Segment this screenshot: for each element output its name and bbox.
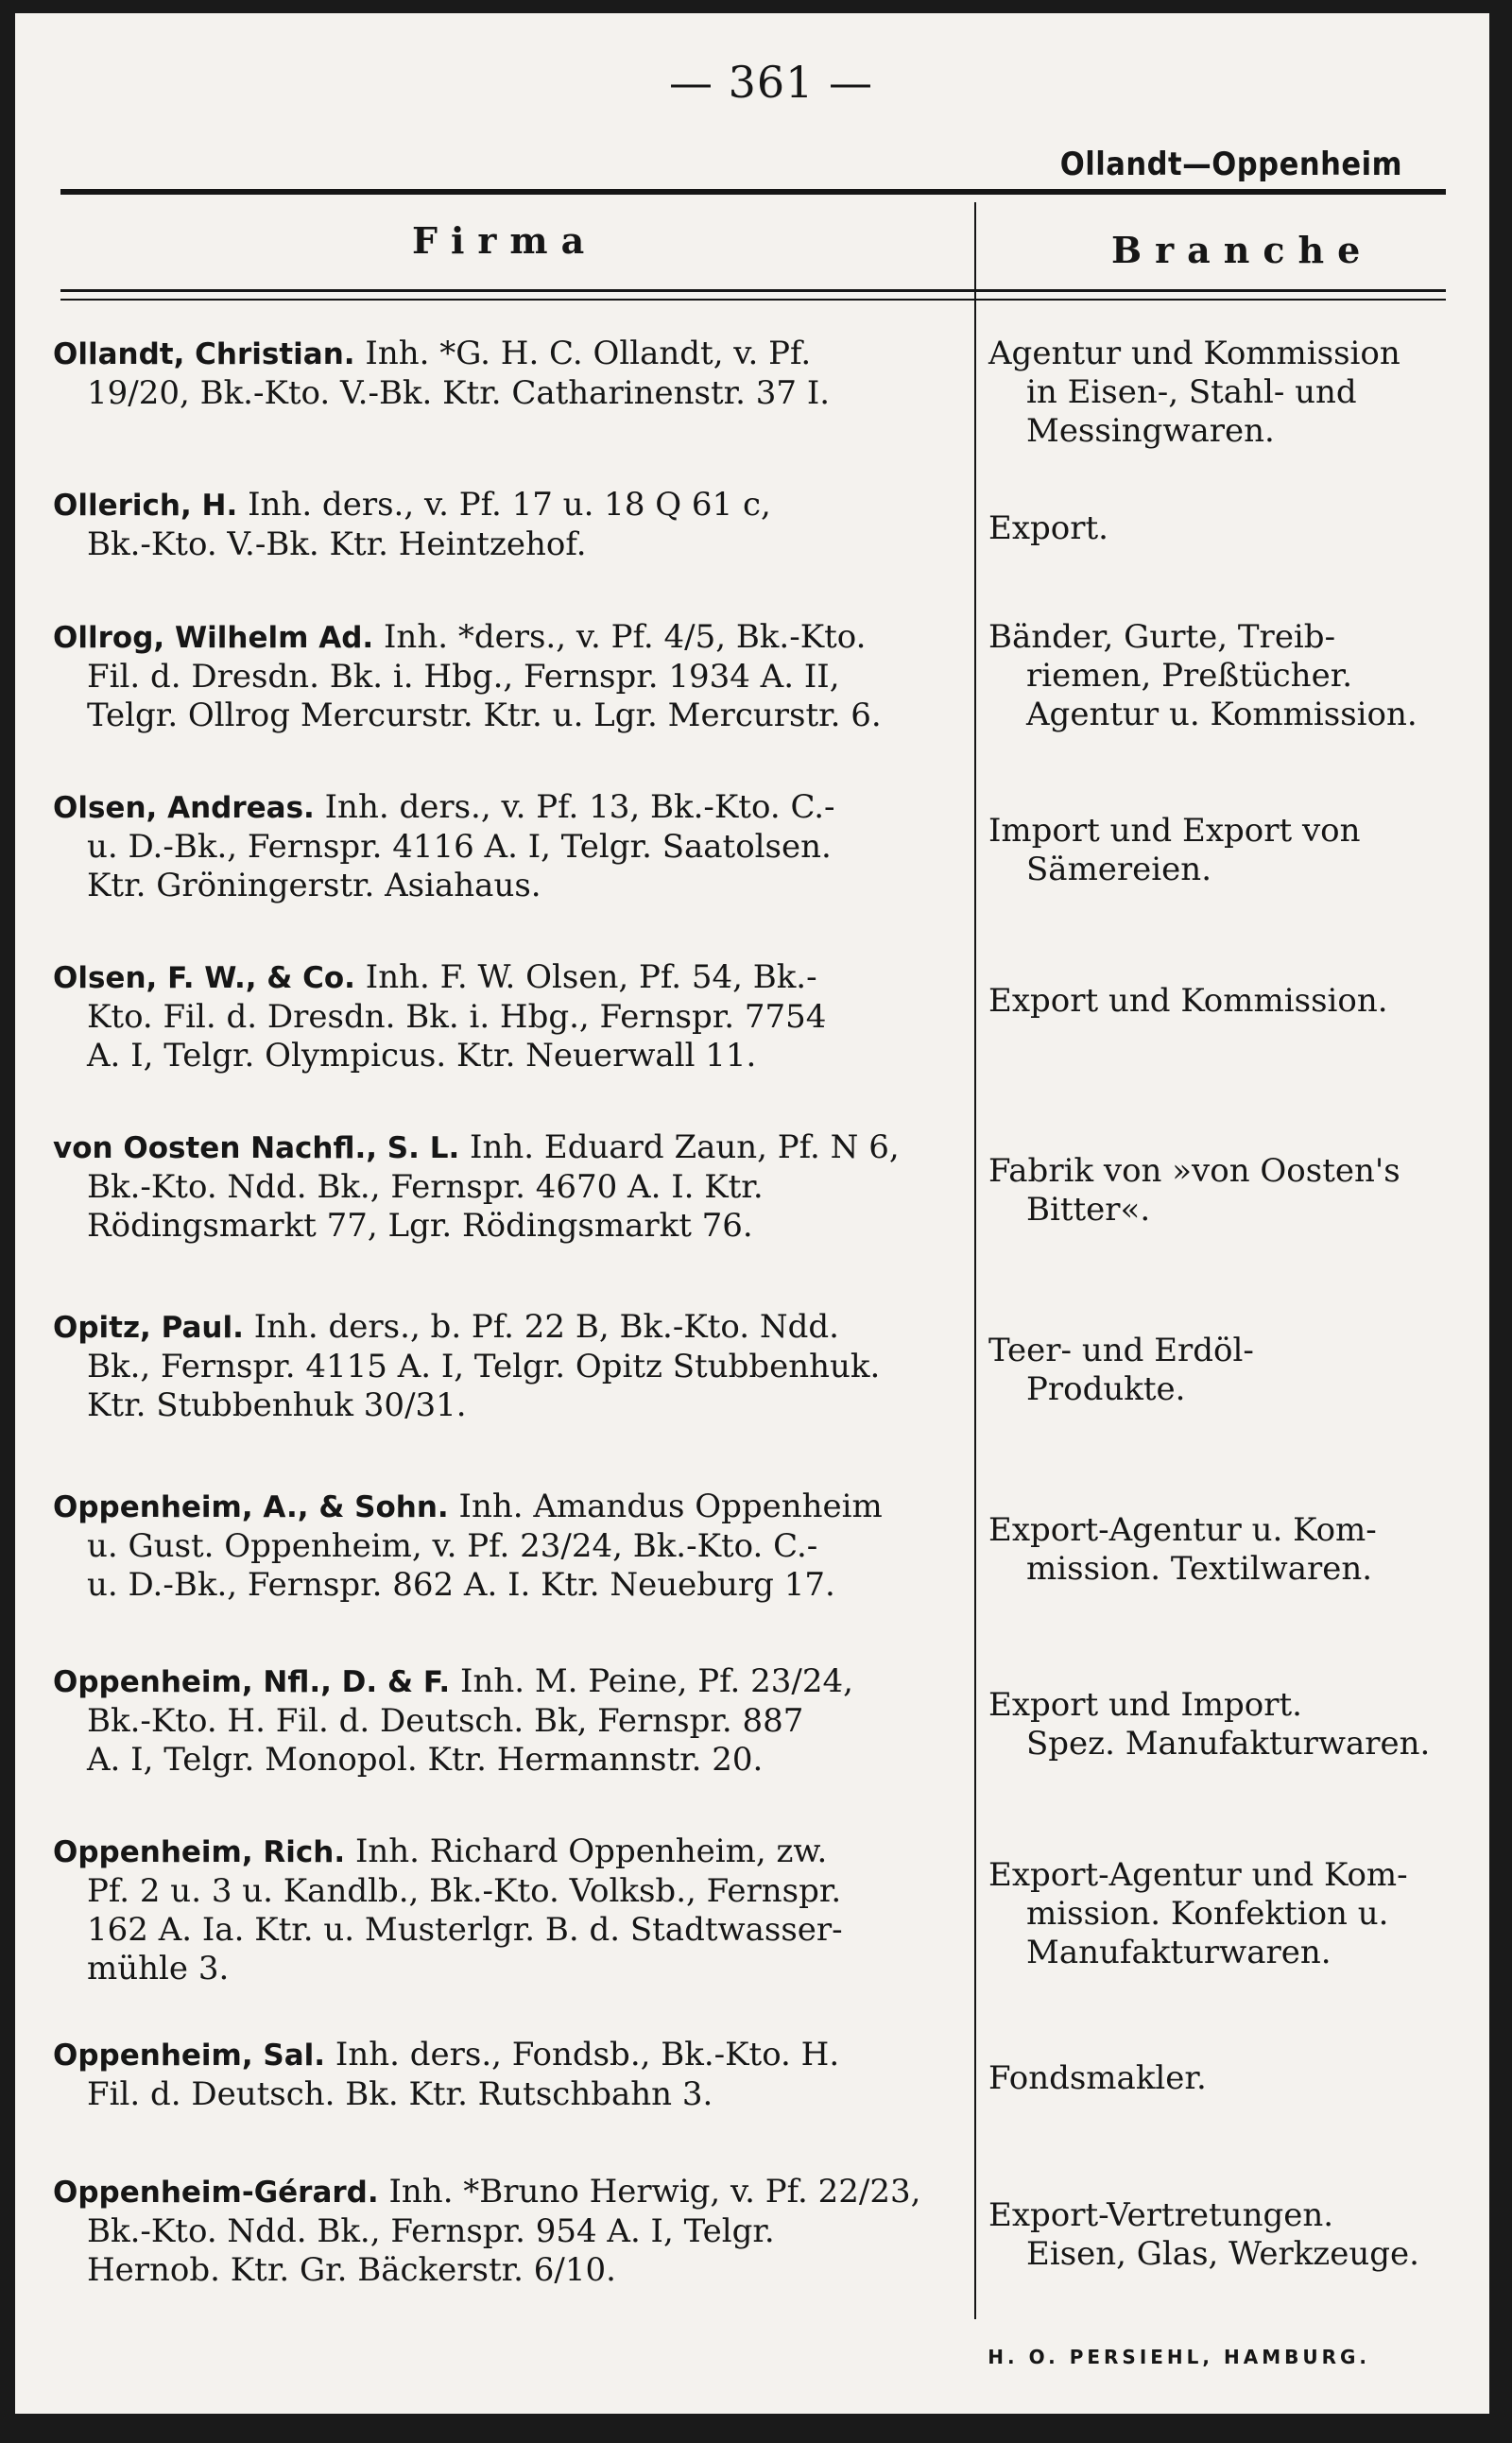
firma-cell: [53, 1308, 970, 1425]
firma-line: [53, 1308, 970, 1348]
firma-detail: u. D.-Bk., Fernspr. 862 A. I. Ktr. Neueburg 17.: [87, 1566, 835, 1604]
firma-detail: Inh. ders., v. Pf. 17 u. 18 Q 61 c,: [248, 486, 771, 524]
firma-line: [53, 1872, 970, 1911]
branche-line: Export und Import.: [988, 1686, 1302, 1724]
firma-line: [53, 1950, 970, 1988]
firma-detail: u. D.-Bk., Fernspr. 4116 A. I, Telgr. Saatolsen.: [87, 828, 832, 866]
branche-line: Fabrik von »von Oosten's: [988, 1152, 1400, 1190]
column-header-firma: Firma: [412, 219, 598, 262]
firma-cell: [53, 788, 970, 905]
branche-cell: [988, 2059, 1461, 2098]
firma-cell: [53, 2036, 970, 2114]
branche-line: Export-Agentur und Kom-: [988, 1856, 1408, 1894]
firma-line: [53, 1168, 970, 1207]
firma-line: [53, 618, 970, 658]
branche-line: mission. Textilwaren.: [1026, 1550, 1373, 1588]
firma-detail: Fil. d. Dresdn. Bk. i. Hbg., Fernspr. 1934 A. II,: [87, 658, 840, 696]
firma-detail: Inh. Richard Oppenheim, zw.: [354, 1832, 828, 1870]
directory-page: [15, 13, 1489, 2414]
firma-line: [53, 2251, 970, 2290]
branche-line: Export-Agentur u. Kom-: [988, 1511, 1377, 1549]
firma-name: Oppenheim, Nfl., D. & F.: [53, 1665, 451, 1699]
firma-name: Olsen, Andreas.: [53, 791, 315, 825]
firma-line: [53, 1488, 970, 1527]
branche-line: in Eisen-, Stahl- und: [1026, 373, 1357, 411]
branche-line: Import und Export von: [988, 812, 1361, 850]
firma-name: von Oosten Nachfl., S. L.: [53, 1131, 460, 1165]
firma-detail: Telgr. Ollrog Mercurstr. Ktr. u. Lgr. Mercurstr. 6.: [87, 697, 882, 734]
branche-cell: [988, 1686, 1461, 1763]
branche-line: Bänder, Gurte, Treib-: [988, 618, 1336, 656]
column-divider: [974, 202, 976, 2319]
branche-cell: [988, 1332, 1461, 1409]
firma-detail: 19/20, Bk.-Kto. V.-Bk. Ktr. Catharinenstr. 37 I.: [87, 374, 831, 412]
firma-line: [53, 1832, 970, 1872]
firma-line: [53, 867, 970, 905]
firma-detail: Hernob. Ktr. Gr. Bäckerstr. 6/10.: [87, 2251, 616, 2289]
branche-line: mission. Konfektion u.: [1026, 1895, 1389, 1933]
firma-cell: [53, 618, 970, 735]
firma-line: [53, 658, 970, 697]
branche-line: Spez. Manufakturwaren.: [1026, 1725, 1431, 1763]
firma-name: Oppenheim-Gérard.: [53, 2176, 379, 2210]
firma-name: Olsen, F. W., & Co.: [53, 961, 355, 995]
firma-detail: Inh. Amandus Oppenheim: [458, 1488, 883, 1525]
firma-line: [53, 1702, 970, 1741]
firma-detail: Ktr. Stubbenhuk 30/31.: [87, 1386, 467, 1424]
branche-cell: [988, 812, 1461, 889]
header-rule-thin: [60, 299, 1446, 301]
branche-line: Eisen, Glas, Werkzeuge.: [1026, 2235, 1419, 2273]
firma-detail: Bk.-Kto. Ndd. Bk., Fernspr. 954 A. I, Telgr.: [87, 2212, 775, 2250]
firma-detail: Bk.-Kto. Ndd. Bk., Fernspr. 4670 A. I. Ktr.: [87, 1168, 764, 1206]
firma-detail: Inh. *Bruno Herwig, v. Pf. 22/23,: [388, 2173, 921, 2211]
firma-detail: Inh. *G. H. C. Ollandt, v. Pf.: [365, 335, 812, 372]
firma-cell: [53, 1662, 970, 1780]
firma-detail: Inh. F. W. Olsen, Pf. 54, Bk.-: [365, 958, 817, 996]
firma-detail: Inh. Eduard Zaun, Pf. N 6,: [470, 1128, 900, 1166]
firma-line: [53, 335, 970, 374]
firma-line: [53, 697, 970, 735]
firma-line: [53, 998, 970, 1037]
top-rule: [60, 189, 1446, 195]
firma-line: [53, 486, 970, 525]
firma-cell: [53, 1128, 970, 1246]
page-number: — 361 —: [668, 57, 874, 108]
firma-line: [53, 958, 970, 998]
firma-line: [53, 2173, 970, 2212]
firma-line: [53, 1348, 970, 1386]
firma-cell: [53, 2173, 970, 2290]
branche-cell: [988, 335, 1461, 451]
firma-detail: u. Gust. Oppenheim, v. Pf. 23/24, Bk.-Kto. C.-: [87, 1527, 818, 1565]
firma-line: [53, 828, 970, 867]
firma-line: [53, 1128, 970, 1168]
firma-name: Opitz, Paul.: [53, 1311, 244, 1345]
firma-detail: Bk., Fernspr. 4115 A. I, Telgr. Opitz Stubbenhuk.: [87, 1348, 881, 1385]
firma-name: Oppenheim, A., & Sohn.: [53, 1490, 449, 1524]
firma-cell: [53, 1488, 970, 1605]
branche-cell: [988, 509, 1461, 548]
firma-line: [53, 525, 970, 564]
firma-line: [53, 2212, 970, 2251]
firma-cell: [53, 486, 970, 564]
branche-line: Sämereien.: [1026, 851, 1211, 888]
firma-line: [53, 2075, 970, 2114]
firma-line: [53, 1662, 970, 1702]
firma-line: [53, 1037, 970, 1075]
firma-detail: Inh. ders., Fondsb., Bk.-Kto. H.: [335, 2036, 840, 2073]
firma-detail: 162 A. Ia. Ktr. u. Musterlgr. B. d. Stadtwasser-: [87, 1911, 843, 1949]
branche-line: Teer- und Erdöl-: [988, 1332, 1254, 1369]
branche-line: Export.: [988, 509, 1108, 547]
firma-line: [53, 1527, 970, 1566]
firma-detail: Inh. ders., b. Pf. 22 B, Bk.-Kto. Ndd.: [253, 1308, 839, 1346]
firma-cell: [53, 1832, 970, 1988]
running-head: Ollandt—Oppenheim: [1059, 146, 1402, 183]
firma-line: [53, 788, 970, 828]
firma-line: [53, 1386, 970, 1425]
firma-name: Oppenheim, Rich.: [53, 1835, 346, 1869]
firma-detail: Pf. 2 u. 3 u. Kandlb., Bk.-Kto. Volksb., Fernspr.: [87, 1872, 842, 1910]
firma-cell: [53, 958, 970, 1075]
branche-line: Export-Vertretungen.: [988, 2196, 1334, 2234]
column-header-branche: Branche: [1111, 229, 1374, 271]
branche-line: Bitter«.: [1026, 1191, 1151, 1229]
firma-detail: A. I, Telgr. Monopol. Ktr. Hermannstr. 20.: [87, 1741, 764, 1779]
firma-line: [53, 1207, 970, 1246]
firma-detail: Rödingsmarkt 77, Lgr. Rödingsmarkt 76.: [87, 1207, 753, 1245]
printer-imprint: H. O. PERSIEHL, HAMBURG.: [988, 2346, 1370, 2368]
header-rule: [60, 289, 1446, 292]
firma-line: [53, 1566, 970, 1605]
branche-line: Produkte.: [1026, 1370, 1186, 1408]
firma-detail: mühle 3.: [87, 1950, 230, 1987]
firma-detail: Bk.-Kto. V.-Bk. Ktr. Heintzehof.: [87, 525, 587, 563]
firma-detail: Fil. d. Deutsch. Bk. Ktr. Rutschbahn 3.: [87, 2075, 713, 2113]
firma-line: [53, 1741, 970, 1780]
firma-cell: [53, 335, 970, 413]
branche-cell: [988, 1856, 1461, 1972]
branche-line: riemen, Preßtücher.: [1026, 657, 1353, 695]
firma-name: Oppenheim, Sal.: [53, 2039, 326, 2073]
firma-detail: A. I, Telgr. Olympicus. Ktr. Neuerwall 11.: [87, 1037, 757, 1075]
firma-detail: Inh. *ders., v. Pf. 4/5, Bk.-Kto.: [383, 618, 867, 656]
firma-line: [53, 1911, 970, 1950]
firma-detail: Inh. M. Peine, Pf. 23/24,: [460, 1662, 853, 1700]
branche-line: Agentur u. Kommission.: [1026, 696, 1418, 733]
branche-line: Export und Kommission.: [988, 982, 1388, 1020]
branche-line: Manufakturwaren.: [1026, 1934, 1332, 1971]
branche-cell: [988, 1152, 1461, 1230]
firma-name: Ollrog, Wilhelm Ad.: [53, 621, 374, 655]
firma-detail: Bk.-Kto. H. Fil. d. Deutsch. Bk, Fernspr. 887: [87, 1702, 804, 1740]
branche-cell: [988, 2196, 1461, 2274]
branche-line: Fondsmakler.: [988, 2059, 1207, 2097]
branche-line: Messingwaren.: [1026, 412, 1275, 450]
firma-name: Ollerich, H.: [53, 489, 238, 523]
branche-cell: [988, 1511, 1461, 1589]
firma-detail: Kto. Fil. d. Dresdn. Bk. i. Hbg., Fernspr. 7754: [87, 998, 827, 1036]
branche-cell: [988, 618, 1461, 734]
firma-detail: Ktr. Gröningerstr. Asiahaus.: [87, 867, 541, 904]
firma-line: [53, 2036, 970, 2075]
branche-line: Agentur und Kommission: [988, 335, 1400, 372]
firma-line: [53, 374, 970, 413]
firma-name: Ollandt, Christian.: [53, 337, 355, 371]
branche-cell: [988, 982, 1461, 1021]
firma-detail: Inh. ders., v. Pf. 13, Bk.-Kto. C.-: [324, 788, 835, 826]
